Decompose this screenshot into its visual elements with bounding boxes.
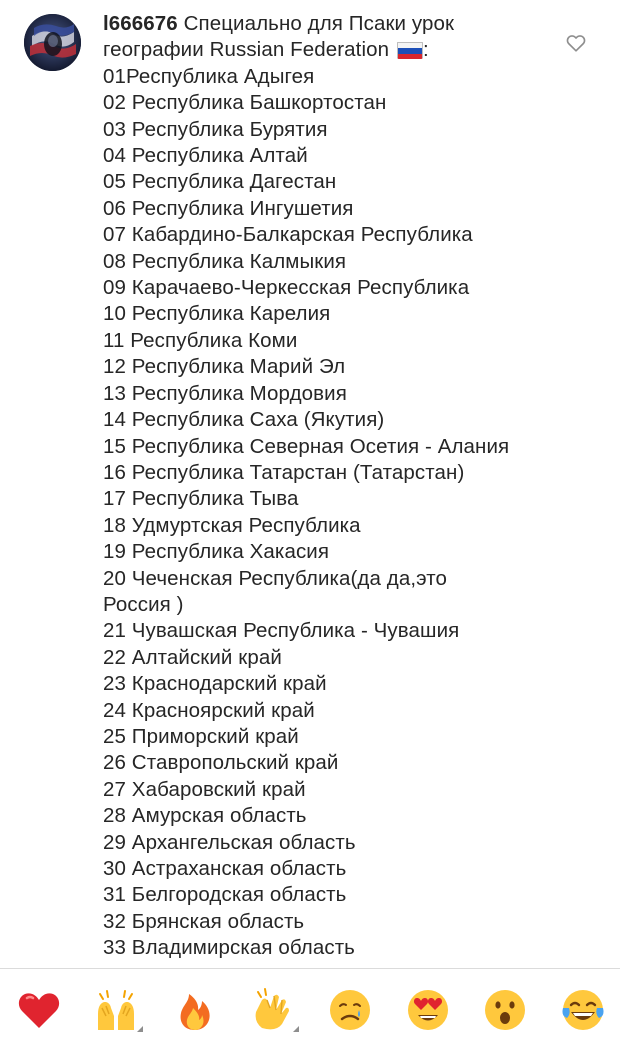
comment-line: 30 Астраханская область bbox=[103, 857, 347, 880]
comment-line: 29 Архангельская область bbox=[103, 830, 356, 854]
heart-outline-icon[interactable] bbox=[565, 32, 587, 54]
region-list bbox=[103, 64, 563, 962]
comment-line: 31 Белгородская область bbox=[103, 883, 347, 907]
comment-line: 27 Хабаровский край bbox=[103, 777, 306, 801]
comment-line: 10 Республика Карелия bbox=[103, 302, 331, 326]
comment-line: 01Республика Адыгея bbox=[103, 64, 315, 88]
comment-line: 14 Республика Саха (Якутия) bbox=[103, 408, 385, 432]
comment-line: 13 Республика Мордовия bbox=[103, 381, 347, 405]
crying-face-emoji[interactable] bbox=[326, 986, 374, 1034]
skin-tone-indicator bbox=[137, 1026, 143, 1032]
comment-line: 28 Амурская область bbox=[103, 804, 307, 828]
comment-line: 33 Владимирская область bbox=[103, 936, 355, 960]
comment-line: 19 Республика Хакасия bbox=[103, 540, 330, 564]
reaction-bar bbox=[0, 969, 620, 1054]
comment-line: 08 Республика Калмыкия bbox=[103, 249, 347, 273]
tears-of-joy-emoji[interactable] bbox=[559, 986, 607, 1034]
comment-intro-colon: : bbox=[422, 38, 429, 62]
comment-line: 05 Республика Дагестан bbox=[103, 170, 337, 194]
skin-tone-indicator bbox=[293, 1026, 299, 1032]
russia-flag-icon bbox=[397, 41, 423, 59]
comment-line: 20 Чеченская Республика(да да,это bbox=[103, 566, 448, 590]
raised-hands-emoji[interactable] bbox=[92, 986, 140, 1034]
comment-line: 24 Красноярский край bbox=[103, 698, 315, 722]
comment-line: 09 Карачаево-Черкесская Республика bbox=[103, 276, 470, 300]
surprised-face-emoji[interactable] bbox=[481, 986, 529, 1034]
comment-line: 15 Республика Северная Осетия - Алания bbox=[103, 434, 510, 458]
comment-username[interactable]: l666676 bbox=[103, 12, 178, 35]
comment-intro-line2: географии Russian Federation bbox=[103, 38, 390, 62]
avatar[interactable] bbox=[24, 14, 81, 71]
comment-intro: Специально для Псаки урок bbox=[177, 12, 455, 35]
heart-eyes-emoji[interactable] bbox=[404, 986, 452, 1034]
comment-line: 02 Республика Башкортостан bbox=[103, 91, 387, 115]
comment-line: 04 Республика Алтай bbox=[103, 144, 308, 168]
comment-line: Россия ) bbox=[103, 592, 184, 616]
comment-line: 16 Республика Татарстан (Татарстан) bbox=[103, 460, 465, 484]
comment-line: 06 Республика Ингушетия bbox=[103, 196, 354, 220]
comment-line: 18 Удмуртская Республика bbox=[103, 513, 361, 537]
comment-line: 25 Приморский край bbox=[103, 724, 299, 748]
comment-line: 21 Чувашская Республика - Чувашия bbox=[103, 619, 460, 643]
comment-line: 17 Республика Тыва bbox=[103, 487, 299, 511]
comment-line: 12 Республика Марий Эл bbox=[103, 355, 346, 379]
fire-emoji[interactable] bbox=[171, 986, 219, 1034]
comment-line: 03 Республика Бурятия bbox=[103, 117, 328, 141]
clapping-hands-emoji[interactable] bbox=[248, 986, 296, 1034]
comment-line: 07 Кабардино-Балкарская Республика bbox=[103, 223, 473, 247]
red-heart-emoji[interactable] bbox=[15, 986, 63, 1034]
comment-line: 23 Краснодарский край bbox=[103, 672, 327, 696]
comment-line: 11 Республика Коми bbox=[103, 328, 298, 352]
comment-text bbox=[103, 11, 563, 962]
comment-line: 32 Брянская область bbox=[103, 909, 305, 933]
comment-line: 22 Алтайский край bbox=[103, 645, 282, 669]
comment-line: 26 Ставропольский край bbox=[103, 751, 339, 775]
